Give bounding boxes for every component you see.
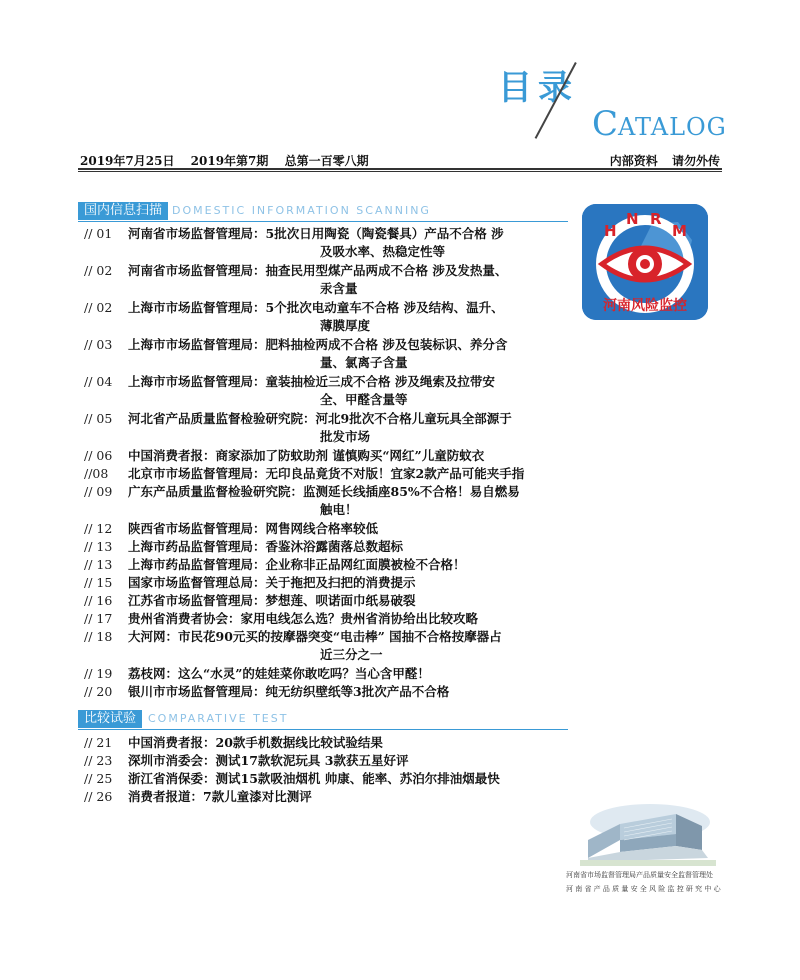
eye-emblem-icon: [582, 204, 708, 320]
issue-date: 2019年7月25日: [80, 154, 175, 168]
entry-text: [128, 520, 378, 538]
page-number: // 04: [84, 374, 113, 389]
entry-title: 这么“水灵”的娃娃菜你敢吃吗？当心含甲醛！: [178, 666, 430, 681]
entry-text: [128, 483, 598, 519]
entry-source: 消费者报道：: [128, 789, 204, 804]
entry-source: 中国消费者报：: [128, 735, 216, 750]
building-illustration: [580, 800, 716, 866]
entry-title: 网售网线合格率较低: [265, 521, 379, 536]
entry-text: [128, 447, 484, 465]
entry-source: 大河网：: [128, 629, 179, 644]
entry-text: [128, 538, 403, 556]
page-number: // 18: [84, 629, 113, 644]
entry-text: [128, 465, 524, 483]
toc-entry: [78, 610, 578, 628]
entry-title: 无印良品竟货不对版！宜家2款产品可能夹手指: [265, 466, 525, 481]
section-title-cn: 国内信息扫描: [78, 202, 168, 220]
toc-entry: [78, 752, 578, 770]
entry-title: 测试15款吸油烟机 帅康、能率、苏泊尔排油烟最快: [215, 771, 500, 786]
entry-title: 企业称非正品网红面膜被检不合格！: [265, 557, 466, 572]
entry-source: 上海市药品监督管理局：: [128, 557, 266, 572]
entry-text: [128, 665, 430, 683]
org-name-2: 河 南 省 产 品 质 量 安 全 风 险 监 控 研 究 中 心: [566, 885, 721, 893]
logo-letter: H: [604, 222, 617, 240]
entry-source: 上海市市场监督管理局：: [128, 337, 266, 352]
page-number: // 19: [84, 666, 113, 681]
entry-title-continued: 全、甲醛含量等: [320, 392, 408, 407]
toc-entry: [78, 483, 578, 520]
toc-entry: [78, 520, 578, 538]
issue-info-bar: [78, 152, 722, 166]
page-number: // 26: [84, 789, 113, 804]
section-underline: [78, 729, 568, 730]
issue-number: 2019年第7期: [190, 154, 269, 168]
entry-title: 商家添加了防蚊助剂 谨慎购买“网红”儿童防蚊衣: [215, 448, 485, 463]
logo-letter: N: [626, 210, 639, 228]
page-number: // 13: [84, 557, 113, 572]
entry-text: [128, 556, 466, 574]
entry-title: 家用电线怎么选？贵州省消协给出比较攻略: [240, 611, 479, 626]
section-title-cn: 比较试验: [78, 710, 142, 728]
page-number: // 06: [84, 448, 113, 463]
hnrm-logo: [582, 204, 708, 320]
entry-text: [128, 770, 500, 788]
entry-title-continued: 批发市场: [320, 429, 371, 444]
logo-caption: 河南风险监控: [603, 298, 687, 314]
toc-list-comparative: [78, 734, 578, 806]
toc-entry: [78, 574, 578, 592]
section-underline: [78, 221, 568, 222]
entry-title: 纯无纺织壁纸等3批次产品不合格: [265, 684, 450, 699]
title-en-initial: C: [592, 104, 619, 144]
entry-title: 关于拖把及扫把的消费提示: [265, 575, 416, 590]
entry-title: 肥料抽检两成不合格 涉及包装标识、养分含: [265, 337, 508, 352]
entry-text: [128, 262, 598, 298]
entry-title: 20款手机数据线比较试验结果: [215, 735, 383, 750]
entry-source: 中国消费者报：: [128, 448, 216, 463]
entry-source: 上海市市场监督管理局：: [128, 374, 266, 389]
toc-entry: [78, 447, 578, 465]
toc-entry: [78, 556, 578, 574]
entry-title-continued: 触电！: [320, 502, 358, 517]
entry-title: 童装抽检近三成不合格 涉及绳索及拉带安: [265, 374, 495, 389]
entry-title: 市民花90元买的按摩器突变“电击棒” 国抽不合格按摩器占: [178, 629, 502, 644]
page-number: // 25: [84, 771, 113, 786]
entry-title: 梦想莲、呗诺面巾纸易破裂: [265, 593, 416, 608]
page-number: // 16: [84, 593, 113, 608]
section-title-en: COMPARATIVE TEST: [148, 712, 289, 725]
entry-text: [128, 225, 598, 261]
entry-source: 贵州省消费者协会：: [128, 611, 241, 626]
entry-source: 河南省市场监督管理局：: [128, 226, 266, 241]
toc-entry: [78, 538, 578, 556]
entry-text: [128, 628, 598, 664]
entry-title: 河北9批次不合格儿童玩具全部源于: [315, 411, 512, 426]
toc-entry: [78, 373, 578, 410]
entry-text: [128, 299, 598, 335]
toc-entry: [78, 734, 578, 752]
header-rule-thick: [78, 168, 722, 170]
page-number: // 02: [84, 300, 113, 315]
entry-text: [128, 610, 478, 628]
entry-source: 国家市场监督管理总局：: [128, 575, 266, 590]
section-comparative-header: [78, 710, 568, 728]
logo-letter: R: [650, 210, 662, 228]
entry-text: [128, 683, 449, 701]
entry-source: 深圳市消委会：: [128, 753, 216, 768]
toc-entry: [78, 225, 578, 262]
page-number: // 12: [84, 521, 113, 536]
internal-label: 内部资料: [609, 154, 658, 168]
toc-entry: [78, 299, 578, 336]
section-domestic-header: [78, 202, 568, 220]
entry-text: [128, 592, 416, 610]
entry-source: 上海市市场监督管理局：: [128, 300, 266, 315]
entry-source: 浙江省消保委：: [128, 771, 216, 786]
page-number: // 13: [84, 539, 113, 554]
title-en-rest: ATALOG: [618, 113, 727, 141]
section-title-en: DOMESTIC INFORMATION SCANNING: [172, 204, 431, 217]
entry-source: 江苏省市场监督管理局：: [128, 593, 266, 608]
toc-entry: [78, 683, 578, 701]
page-number: // 20: [84, 684, 113, 699]
page-number: // 15: [84, 575, 113, 590]
entry-source: 银川市市场监督管理局：: [128, 684, 266, 699]
entry-source: 荔枝网：: [128, 666, 179, 681]
page-number: // 23: [84, 753, 113, 768]
header-rule-thin: [78, 171, 722, 172]
logo-letter: M: [672, 222, 687, 240]
entry-source: 陕西省市场监督管理局：: [128, 521, 266, 536]
toc-entry: [78, 336, 578, 373]
entry-title: 5批次日用陶瓷（陶瓷餐具）产品不合格 涉: [265, 226, 504, 241]
toc-entry: [78, 410, 578, 447]
no-distribute-label: 请勿外传: [671, 154, 720, 168]
entry-title: 香鉴沐浴露菌落总数超标: [265, 539, 404, 554]
entry-text: [128, 336, 598, 372]
page-number: // 03: [84, 337, 113, 352]
entry-text: [128, 752, 408, 770]
entry-title-continued: 薄膜厚度: [320, 318, 371, 333]
entry-source: 上海市药品监督管理局：: [128, 539, 266, 554]
page-number: // 21: [84, 735, 113, 750]
entry-title: 测试17款软泥玩具 3款获五星好评: [215, 753, 409, 768]
entry-source: 北京市市场监督管理局：: [128, 466, 266, 481]
entry-title-continued: 及吸水率、热稳定性等: [320, 244, 446, 259]
entry-text: [128, 734, 383, 752]
entry-title: 7款儿童漆对比测评: [203, 789, 312, 804]
toc-entry: [78, 665, 578, 683]
entry-source: 河南省市场监督管理局：: [128, 263, 266, 278]
catalog-title-en: [592, 104, 727, 144]
entry-text: [128, 410, 598, 446]
page-number: //08: [84, 466, 109, 481]
page-number: // 09: [84, 484, 113, 499]
entry-source: 广东产品质量监督检验研究院：: [128, 484, 304, 499]
catalog-title-cn: 目录: [498, 68, 578, 108]
org-name-1: 河南省市场监督管理局产品质量安全监督管理处: [566, 871, 713, 879]
entry-title: 5个批次电动童车不合格 涉及结构、温升、: [265, 300, 504, 315]
entry-title-continued: 汞含量: [320, 281, 358, 296]
issue-total: 总第一百零八期: [284, 154, 369, 168]
toc-entry: [78, 770, 578, 788]
page-number: // 01: [84, 226, 113, 241]
entry-title: 抽查民用型煤产品两成不合格 涉及发热量、: [265, 263, 508, 278]
entry-title-continued: 近三分之一: [320, 647, 383, 662]
toc-entry: [78, 465, 578, 483]
toc-entry: [78, 628, 578, 665]
entry-text: [128, 373, 598, 409]
entry-text: [128, 788, 312, 806]
page-number: // 05: [84, 411, 113, 426]
toc-entry: [78, 262, 578, 299]
page-number: // 17: [84, 611, 113, 626]
page-number: // 02: [84, 263, 113, 278]
entry-title-continued: 量、氯离子含量: [320, 355, 408, 370]
toc-entry: [78, 592, 578, 610]
entry-title: 监测延长线插座85%不合格！易自燃易: [303, 484, 520, 499]
toc-entry: [78, 788, 578, 806]
toc-list-domestic: [78, 225, 578, 701]
entry-source: 河北省产品质量监督检验研究院：: [128, 411, 316, 426]
entry-text: [128, 574, 416, 592]
